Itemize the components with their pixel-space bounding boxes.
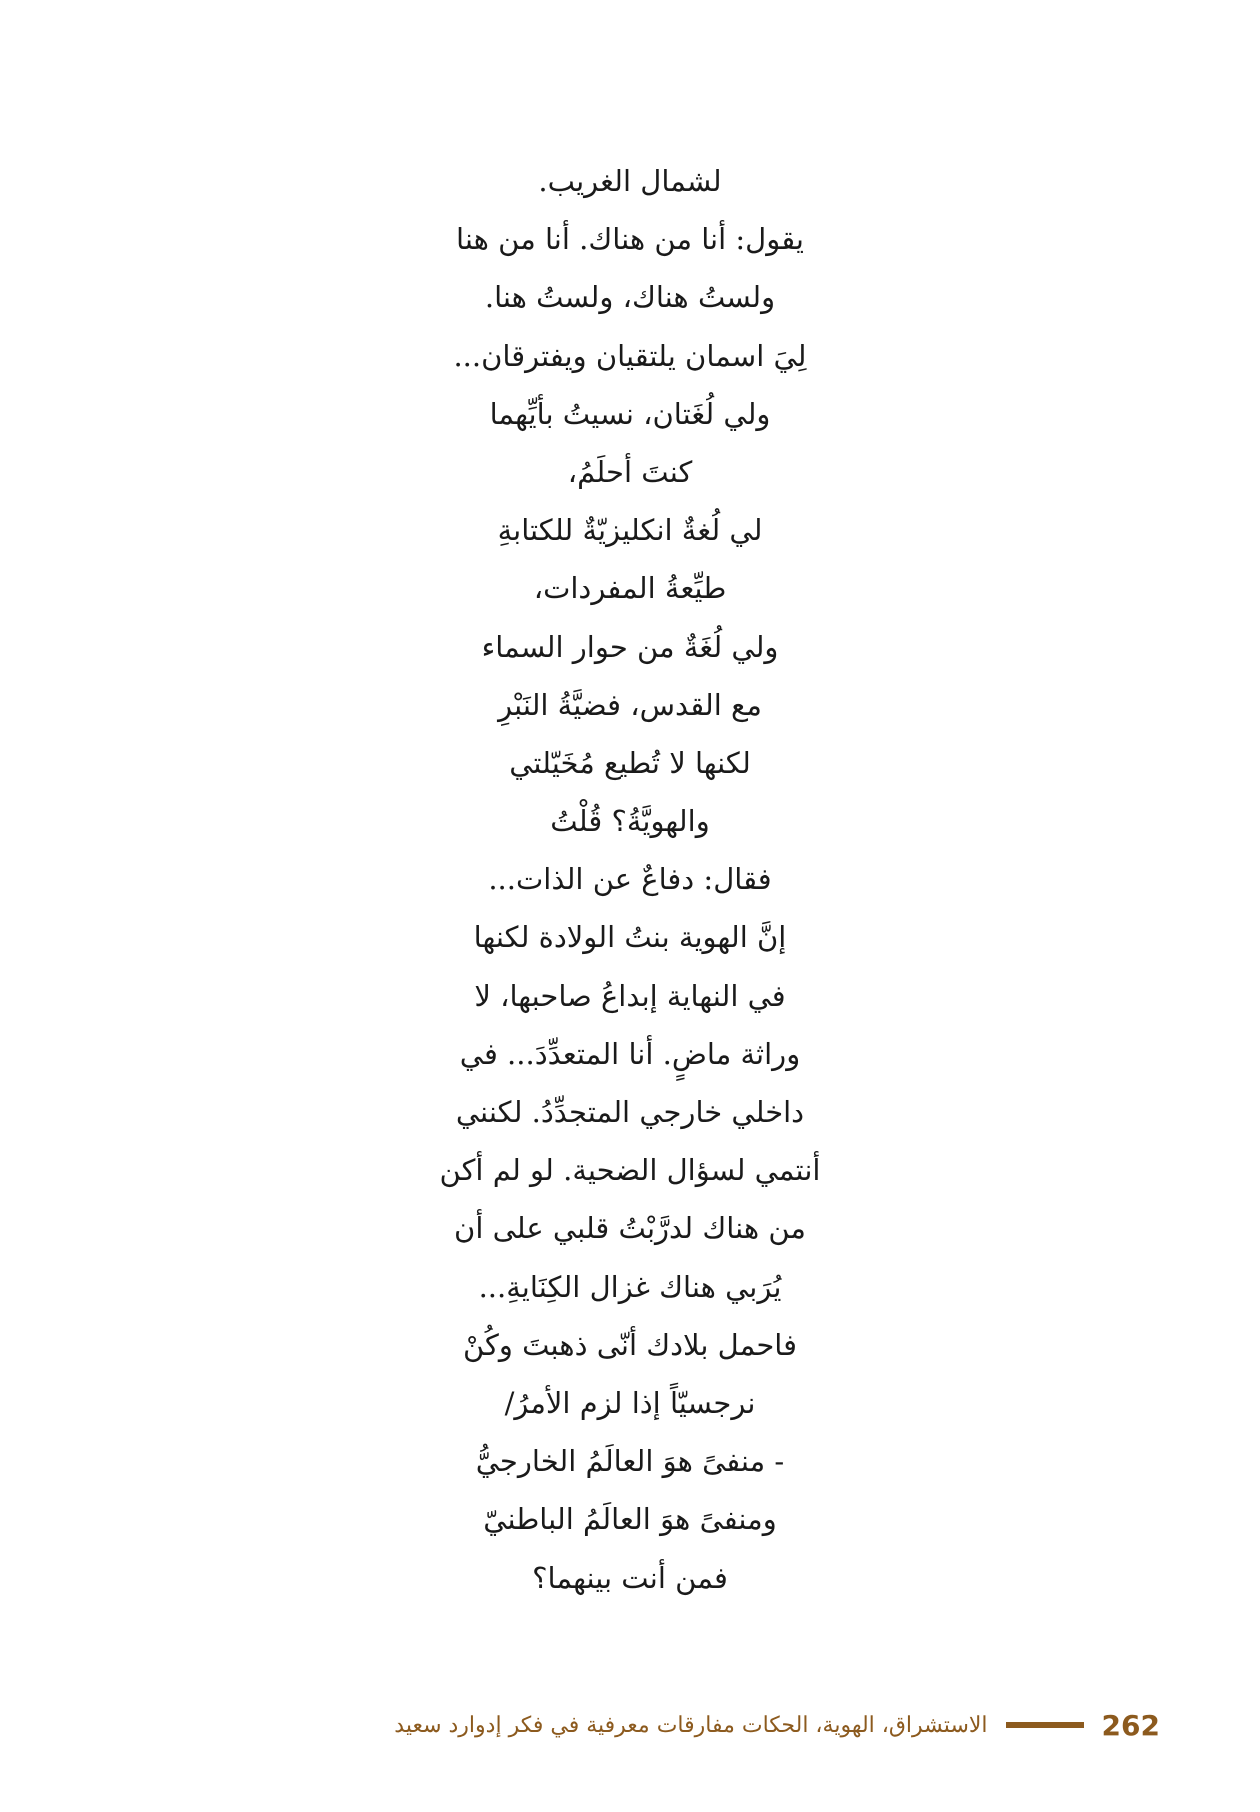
poem-line: ولي لُغَتان، نسيتُ بأيِّهما	[489, 396, 771, 431]
poem-line: فمن أنت بينهما؟	[532, 1560, 728, 1595]
page-number: 262	[1101, 1708, 1160, 1742]
poem-line: مع القدس، فضيَّةُ النَبْرِ	[498, 687, 762, 722]
poem-line: والهويَّةُ؟ قُلْتُ	[550, 804, 710, 839]
poem-line: لي لُغةٌ انكليزيّةٌ للكتابةِ	[497, 513, 763, 548]
poem-line: كنتَ أحلَمُ،	[567, 454, 693, 489]
poem-line: نرجسيّاً إذا لزم الأمرُ/	[504, 1385, 756, 1420]
poem-line: طيِّعةُ المفردات،	[533, 571, 727, 606]
poem-line: - منفىً هوَ العالَمُ الخارجيُّ	[475, 1444, 785, 1479]
poem-line: أنتمي لسؤال الضحية. لو لم أكن	[439, 1153, 821, 1188]
poem-line: في النهاية إبداعُ صاحبها، لا	[474, 978, 786, 1013]
poem-line: يُرَبي هناك غزال الكِنَايةِ...	[478, 1269, 782, 1304]
poem-line: داخلي خارجي المتجدِّدُ. لكنني	[455, 1095, 805, 1129]
poem-line: يقول: أنا من هناك. أنا من هنا	[456, 222, 804, 257]
poem-line: فاحمل بلادك أنّى ذهبتَ وكُنْ	[462, 1327, 798, 1362]
poem-line: لكنها لا تُطيع مُخَيّلتي	[509, 745, 751, 780]
poem-line: ومنفىً هوَ العالَمُ الباطنيّ	[483, 1502, 777, 1537]
poem-line: وراثة ماضٍ. أنا المتعدِّدَ... في	[459, 1036, 801, 1071]
poem-line: فقال: دفاعٌ عن الذات...	[488, 862, 772, 897]
poem-line: إنَّ الهوية بنتُ الولادة لكنها	[473, 920, 787, 955]
poem-line: لشمال الغريب.	[538, 164, 722, 198]
book-title: الاستشراق، الهوية، الحكات مفارقات معرفية في فكر إدوارد سعيد	[394, 1712, 988, 1738]
poem-line: لِيَ اسمان يلتقيان ويفترقان...	[453, 338, 807, 373]
poem-line: ولي لُغَةٌ من حوار السماء	[481, 629, 779, 664]
poem-line: ولستُ هناك، ولستُ هنا.	[484, 280, 776, 315]
poem-text	[330, 152, 930, 1607]
poem-line: من هناك لدرَّبْتُ قلبي على أن	[454, 1211, 806, 1246]
footer-rule	[1006, 1722, 1084, 1728]
page-footer	[394, 1705, 1160, 1745]
